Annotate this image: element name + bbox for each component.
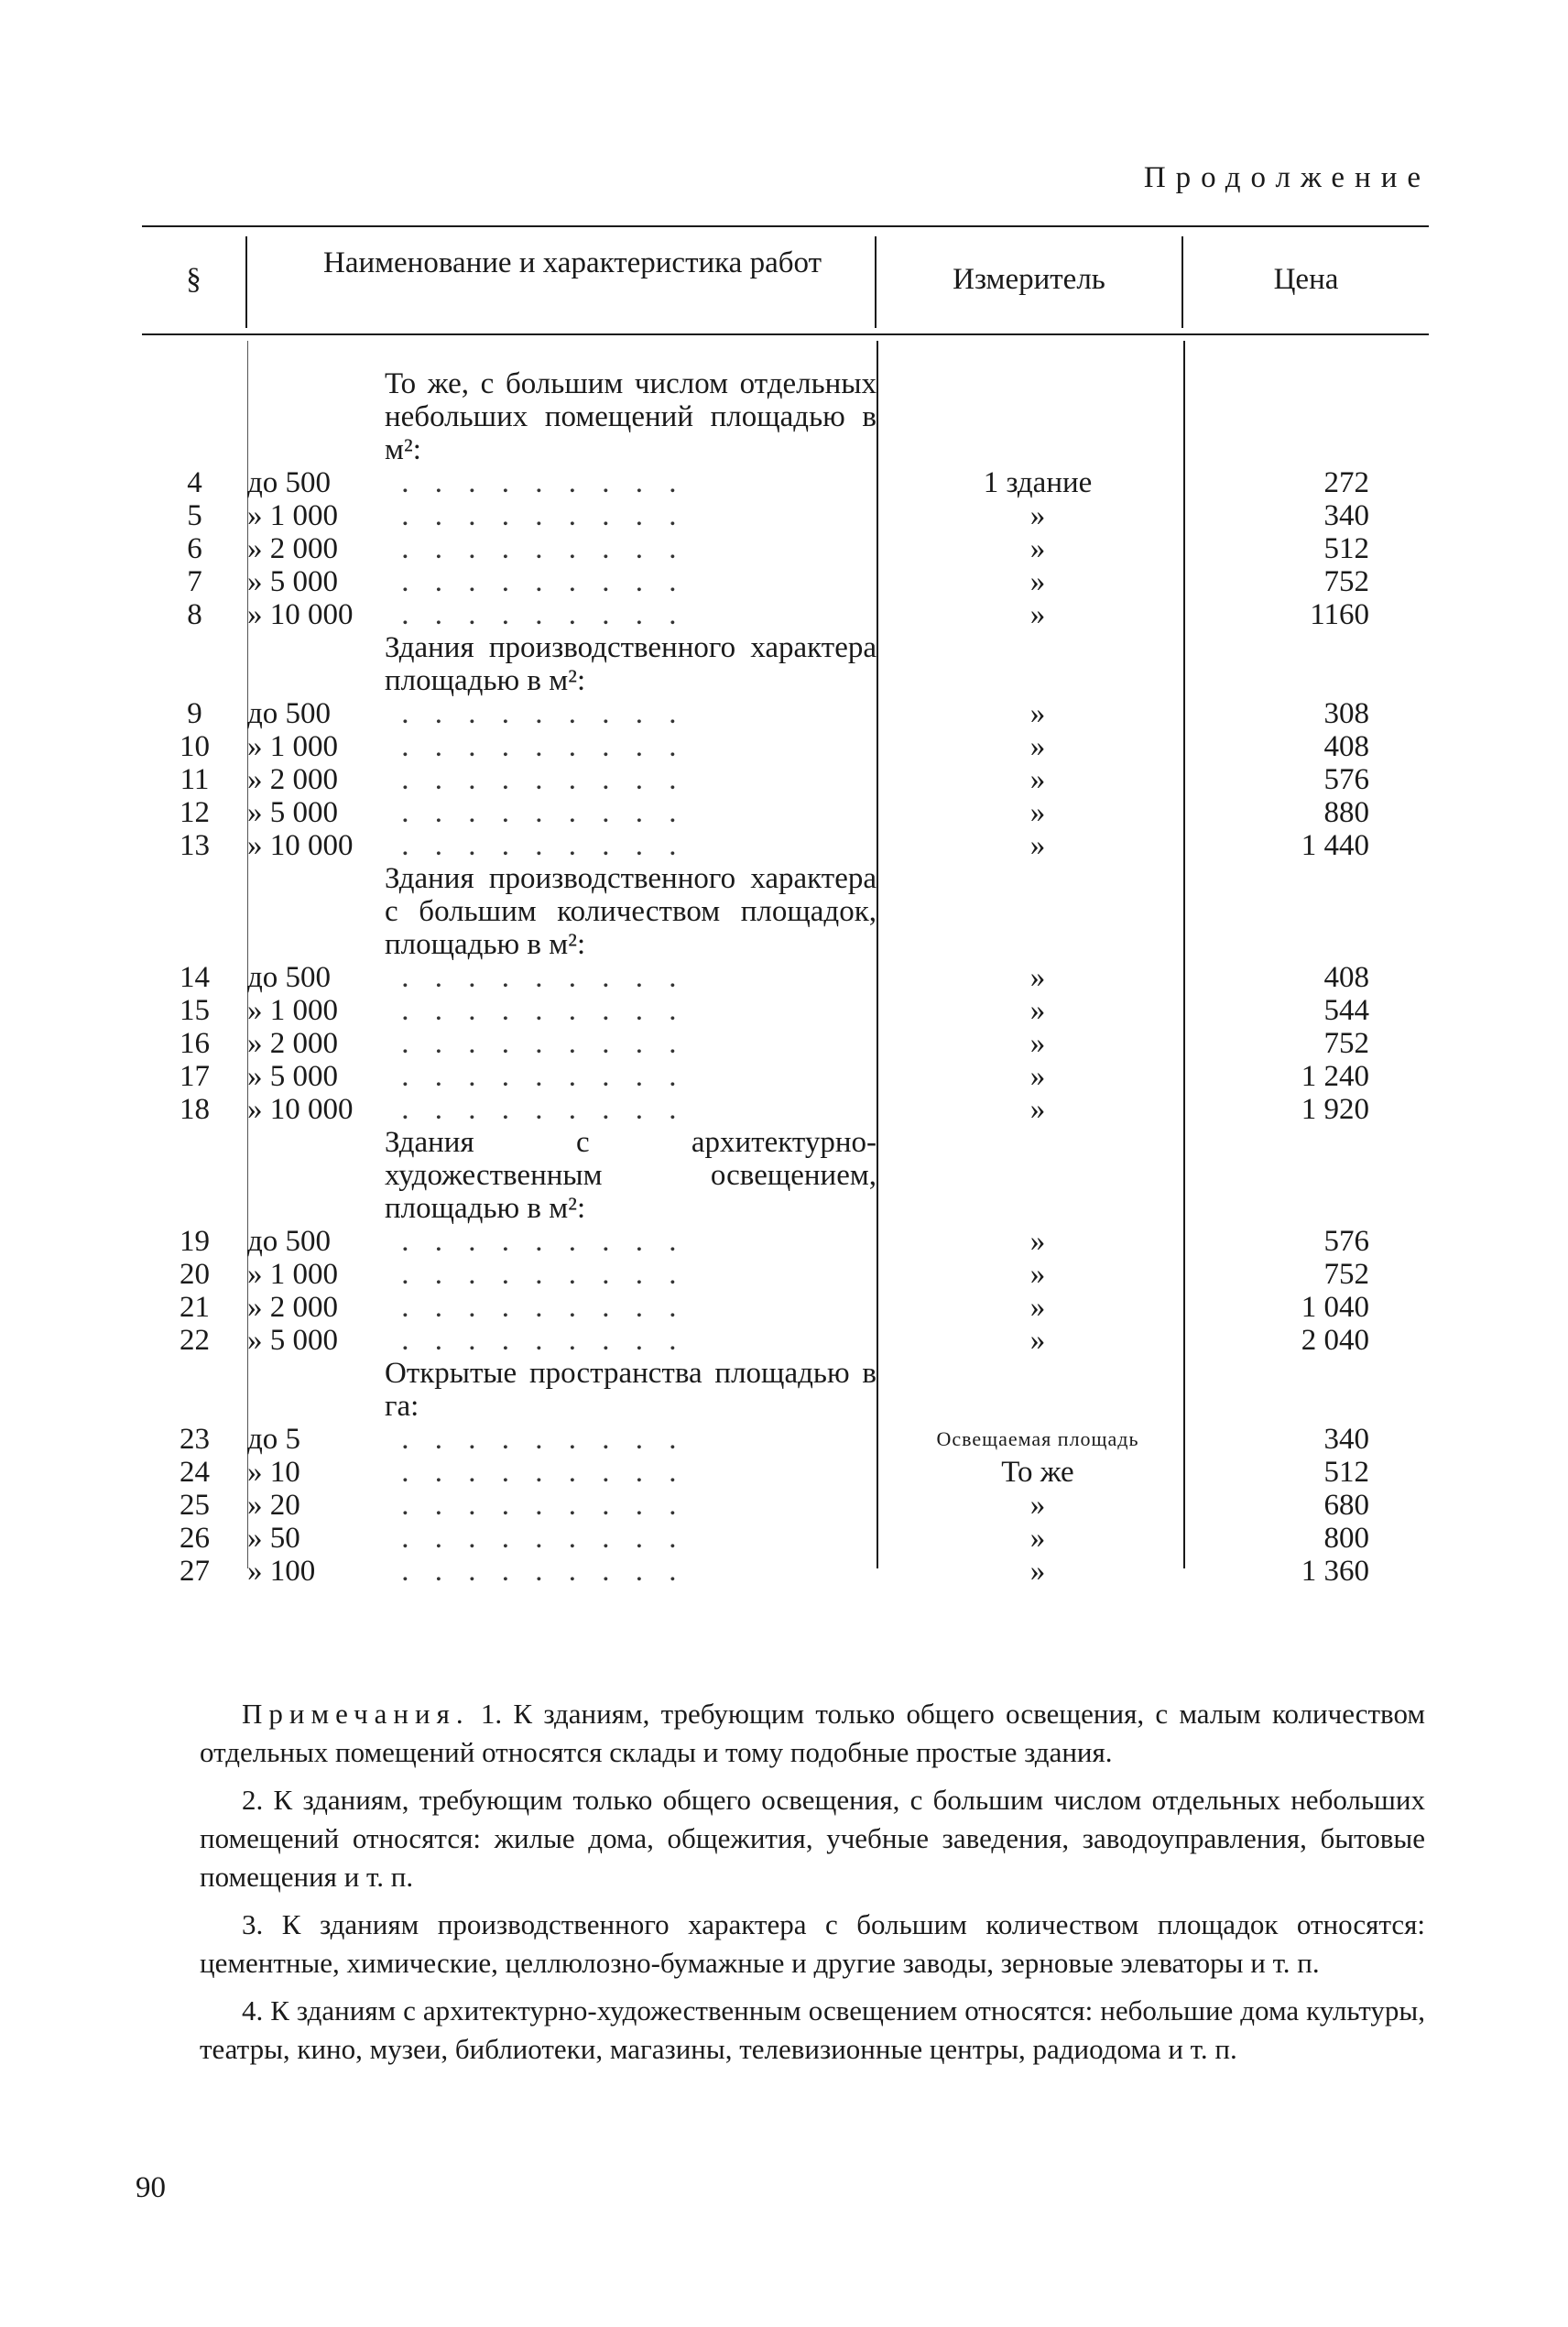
row-price: 752 xyxy=(1323,1258,1369,1291)
row-label: » 20 xyxy=(247,1489,300,1522)
table-row xyxy=(142,565,1369,598)
table-row xyxy=(142,1423,1369,1456)
table-header-rule xyxy=(142,333,1429,335)
table-row xyxy=(142,598,1369,631)
group-num-cell xyxy=(142,862,247,961)
row-item xyxy=(247,730,882,763)
row-label: » 2 000 xyxy=(247,1291,338,1324)
table-group-row xyxy=(142,1126,1369,1225)
row-item xyxy=(247,1225,882,1258)
row-unit: 1 здание xyxy=(983,466,1093,499)
row-item xyxy=(247,697,882,730)
row-price: 752 xyxy=(1323,565,1369,598)
row-unit: То же xyxy=(1001,1456,1074,1489)
table-row xyxy=(142,532,1369,565)
group-heading: Здания производственного характера с большим количеством площадок, площадью в м²: xyxy=(385,862,877,961)
dot-leader: . . . . . . . . . xyxy=(385,598,686,631)
group-num-cell xyxy=(142,1126,247,1225)
dot-leader: . . . . . . . . . xyxy=(385,730,686,763)
row-label: » 5 000 xyxy=(247,1060,338,1093)
row-unit: » xyxy=(1029,1027,1046,1060)
row-item xyxy=(247,565,882,598)
row-label: » 2 000 xyxy=(247,1027,338,1060)
row-label: » 2 000 xyxy=(247,532,338,565)
row-unit: » xyxy=(1029,829,1046,862)
row-price: 512 xyxy=(1323,532,1369,565)
header-unit: Измеритель xyxy=(953,263,1105,296)
row-number: 15 xyxy=(180,994,210,1027)
row-price: 308 xyxy=(1323,697,1369,730)
row-unit: » xyxy=(1029,1225,1046,1258)
dot-leader: . . . . . . . . . xyxy=(385,1027,686,1060)
row-label: до 500 xyxy=(247,466,332,499)
dot-leader: . . . . . . . . . xyxy=(385,1522,686,1555)
notes xyxy=(200,1695,1425,2078)
row-label: » 1 000 xyxy=(247,499,338,532)
row-unit: » xyxy=(1029,796,1046,829)
dot-leader: . . . . . . . . . xyxy=(385,994,686,1027)
row-unit: » xyxy=(1029,1324,1046,1357)
note-3: 3. К зданиям производственного характера с большим количеством площадок относятся: цементные, химические, целлюлозно-бумажные и другие заводы, зерновые элеваторы и т. п. xyxy=(200,1908,1425,1979)
row-label: » 10 xyxy=(247,1456,300,1489)
note-4: 4. К зданиям с архитектурно-художественным освещением относятся: небольшие дома культуры, театры, кино, музеи, библиотеки, магазины, телевизионные центры, радиодома и т. п. xyxy=(200,1994,1425,2065)
row-item xyxy=(247,1258,882,1291)
dot-leader: . . . . . . . . . xyxy=(385,499,686,532)
table-row xyxy=(142,994,1369,1027)
dot-leader: . . . . . . . . . xyxy=(385,697,686,730)
row-label: » 5 000 xyxy=(247,565,338,598)
row-number: 24 xyxy=(180,1456,210,1489)
row-number: 5 xyxy=(187,499,202,532)
group-num-cell xyxy=(142,1357,247,1423)
table-row xyxy=(142,1555,1369,1588)
row-unit: » xyxy=(1029,961,1046,994)
row-number: 11 xyxy=(180,763,210,796)
group-heading: Открытые пространства площадью в га: xyxy=(385,1357,877,1423)
group-price-cell xyxy=(1193,1126,1369,1225)
row-number: 14 xyxy=(180,961,210,994)
row-unit: » xyxy=(1029,697,1046,730)
note-1-text: 1. К зданиям, требующим только общего освещения, с малым количеством отдельных помещений относятся склады и тому подобные простые здания. xyxy=(200,1698,1426,1768)
row-unit: » xyxy=(1029,565,1046,598)
row-label: » 1 000 xyxy=(247,1258,338,1291)
row-unit: » xyxy=(1029,499,1046,532)
row-label: до 500 xyxy=(247,1225,332,1258)
row-label: » 100 xyxy=(247,1555,316,1588)
row-unit: » xyxy=(1029,1555,1046,1588)
table-row xyxy=(142,1324,1369,1357)
row-number: 22 xyxy=(180,1324,210,1357)
row-item xyxy=(247,598,882,631)
row-number: 6 xyxy=(187,532,202,565)
row-unit: » xyxy=(1029,532,1046,565)
table-row xyxy=(142,499,1369,532)
row-number: 10 xyxy=(180,730,210,763)
continuation-label: Продолжение xyxy=(1143,161,1431,194)
row-item xyxy=(247,1456,882,1489)
table-row xyxy=(142,730,1369,763)
dot-leader: . . . . . . . . . xyxy=(385,565,686,598)
table-row xyxy=(142,1522,1369,1555)
dot-leader: . . . . . . . . . xyxy=(385,1456,686,1489)
row-label: » 10 000 xyxy=(247,1093,354,1126)
row-item xyxy=(247,1324,882,1357)
row-number: 16 xyxy=(180,1027,210,1060)
row-label: до 500 xyxy=(247,697,332,730)
group-price-cell xyxy=(1193,631,1369,697)
group-unit-cell xyxy=(882,1126,1193,1225)
group-price-cell xyxy=(1193,862,1369,961)
row-number: 26 xyxy=(180,1522,210,1555)
row-item xyxy=(247,1093,882,1126)
row-number: 13 xyxy=(180,829,210,862)
row-price: 1 040 xyxy=(1301,1291,1369,1324)
group-unit-cell xyxy=(882,1357,1193,1423)
row-item xyxy=(247,994,882,1027)
row-number: 4 xyxy=(187,466,202,499)
row-price: 752 xyxy=(1323,1027,1369,1060)
dot-leader: . . . . . . . . . xyxy=(385,1489,686,1522)
table-row xyxy=(142,697,1369,730)
row-item xyxy=(247,1489,882,1522)
table-row xyxy=(142,763,1369,796)
header-price: Цена xyxy=(1273,263,1339,296)
dot-leader: . . . . . . . . . xyxy=(385,1291,686,1324)
group-heading: Здания производственного характера площадью в м²: xyxy=(385,631,877,697)
row-number: 7 xyxy=(187,565,202,598)
header-num: § xyxy=(186,263,201,296)
row-item xyxy=(247,466,882,499)
row-number: 18 xyxy=(180,1093,210,1126)
row-unit: » xyxy=(1029,994,1046,1027)
row-unit: Освещаемая площадь xyxy=(936,1427,1139,1450)
row-label: » 10 000 xyxy=(247,829,354,862)
group-num-cell xyxy=(142,367,247,466)
group-price-cell xyxy=(1193,1357,1369,1423)
row-number: 27 xyxy=(180,1555,210,1588)
row-unit: » xyxy=(1029,1258,1046,1291)
header-name: Наименование и характеристика работ xyxy=(322,246,822,279)
row-label: » 2 000 xyxy=(247,763,338,796)
group-unit-cell xyxy=(882,631,1193,697)
row-price: 544 xyxy=(1323,994,1369,1027)
row-unit: » xyxy=(1029,1522,1046,1555)
row-number: 19 xyxy=(180,1225,210,1258)
row-price: 340 xyxy=(1323,1423,1369,1456)
row-item xyxy=(247,1060,882,1093)
table-row xyxy=(142,796,1369,829)
row-unit: » xyxy=(1029,763,1046,796)
table-group-row xyxy=(142,631,1369,697)
row-unit: » xyxy=(1029,1093,1046,1126)
row-number: 12 xyxy=(180,796,210,829)
dot-leader: . . . . . . . . . xyxy=(385,1423,686,1456)
page-number: 90 xyxy=(136,2171,166,2204)
row-price: 1 440 xyxy=(1301,829,1369,862)
note-1 xyxy=(200,1695,1425,1772)
row-price: 1 240 xyxy=(1301,1060,1369,1093)
group-unit-cell xyxy=(882,862,1193,961)
dot-leader: . . . . . . . . . xyxy=(385,796,686,829)
note-2: 2. К зданиям, требующим только общего освещения, с большим числом отдельных небольших помещений относятся: жилые дома, общежития, учебные заведения, заводоуправления, бытовые помещения и т. п. xyxy=(200,1784,1425,1893)
row-item xyxy=(247,829,882,862)
row-unit: » xyxy=(1029,1291,1046,1324)
row-price: 576 xyxy=(1323,1225,1369,1258)
row-label: до 5 xyxy=(247,1423,301,1456)
row-number: 8 xyxy=(187,598,202,631)
row-item xyxy=(247,1027,882,1060)
table-row xyxy=(142,829,1369,862)
row-price: 408 xyxy=(1323,961,1369,994)
row-number: 9 xyxy=(187,697,202,730)
dot-leader: . . . . . . . . . xyxy=(385,1093,686,1126)
row-price: 340 xyxy=(1323,499,1369,532)
table-row xyxy=(142,961,1369,994)
row-price: 880 xyxy=(1323,796,1369,829)
row-label: до 500 xyxy=(247,961,332,994)
row-item xyxy=(247,763,882,796)
row-unit: » xyxy=(1029,1060,1046,1093)
row-item xyxy=(247,532,882,565)
table-row xyxy=(142,1060,1369,1093)
row-label: » 1 000 xyxy=(247,730,338,763)
group-price-cell xyxy=(1193,367,1369,466)
row-item xyxy=(247,499,882,532)
group-heading: Здания с архитектурно-художественным освещением, площадью в м²: xyxy=(385,1126,877,1225)
header-divider-1 xyxy=(245,236,247,328)
row-price: 576 xyxy=(1323,763,1369,796)
row-label: » 50 xyxy=(247,1522,300,1555)
row-number: 23 xyxy=(180,1423,210,1456)
table-row xyxy=(142,1093,1369,1126)
dot-leader: . . . . . . . . . xyxy=(385,1060,686,1093)
row-unit: » xyxy=(1029,1489,1046,1522)
table-row xyxy=(142,1456,1369,1489)
row-number: 21 xyxy=(180,1291,210,1324)
row-number: 20 xyxy=(180,1258,210,1291)
dot-leader: . . . . . . . . . xyxy=(385,1258,686,1291)
row-item xyxy=(247,1423,882,1456)
row-item xyxy=(247,1522,882,1555)
dot-leader: . . . . . . . . . xyxy=(385,1324,686,1357)
row-item xyxy=(247,1555,882,1588)
row-price: 512 xyxy=(1323,1456,1369,1489)
row-number: 17 xyxy=(180,1060,210,1093)
table-group-row xyxy=(142,862,1369,961)
table-row xyxy=(142,1489,1369,1522)
notes-heading: Примечания. xyxy=(242,1698,470,1730)
row-price: 1160 xyxy=(1310,598,1369,631)
table-group-row xyxy=(142,1357,1369,1423)
group-unit-cell xyxy=(882,367,1193,466)
dot-leader: . . . . . . . . . xyxy=(385,1555,686,1588)
dot-leader: . . . . . . . . . xyxy=(385,829,686,862)
row-unit: » xyxy=(1029,730,1046,763)
price-table xyxy=(142,367,1369,1588)
table-row xyxy=(142,1027,1369,1060)
row-price: 2 040 xyxy=(1301,1324,1369,1357)
table-row xyxy=(142,1258,1369,1291)
row-label: » 10 000 xyxy=(247,598,354,631)
dot-leader: . . . . . . . . . xyxy=(385,532,686,565)
dot-leader: . . . . . . . . . xyxy=(385,1225,686,1258)
row-number: 25 xyxy=(180,1489,210,1522)
group-heading: То же, с большим числом отдельных небольших помещений площадью в м²: xyxy=(385,367,877,466)
row-price: 1 920 xyxy=(1301,1093,1369,1126)
row-price: 408 xyxy=(1323,730,1369,763)
row-item xyxy=(247,961,882,994)
price-table-body xyxy=(142,367,1369,1588)
table-row xyxy=(142,1225,1369,1258)
group-num-cell xyxy=(142,631,247,697)
row-price: 800 xyxy=(1323,1522,1369,1555)
row-price: 680 xyxy=(1323,1489,1369,1522)
dot-leader: . . . . . . . . . xyxy=(385,763,686,796)
table-row xyxy=(142,466,1369,499)
row-price: 1 360 xyxy=(1301,1555,1369,1588)
row-label: » 5 000 xyxy=(247,1324,338,1357)
table-row xyxy=(142,1291,1369,1324)
row-label: » 1 000 xyxy=(247,994,338,1027)
table-top-rule xyxy=(142,225,1429,227)
table-group-row xyxy=(142,367,1369,466)
row-item xyxy=(247,1291,882,1324)
row-item xyxy=(247,796,882,829)
dot-leader: . . . . . . . . . xyxy=(385,466,686,499)
row-label: » 5 000 xyxy=(247,796,338,829)
row-unit: » xyxy=(1029,598,1046,631)
row-price: 272 xyxy=(1323,466,1369,499)
dot-leader: . . . . . . . . . xyxy=(385,961,686,994)
